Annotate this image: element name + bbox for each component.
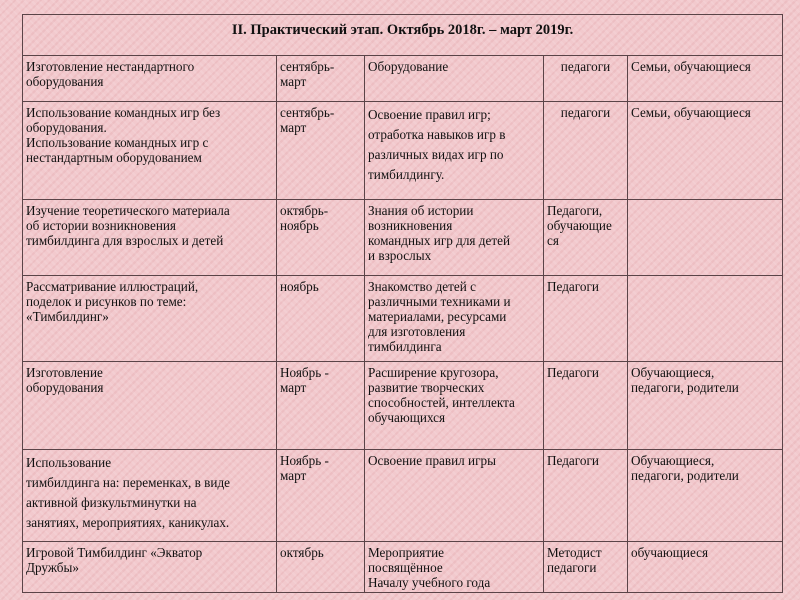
plan-table-container <box>22 14 782 593</box>
result-cell: Мероприятие посвящённое Началу учебного года <box>365 542 544 593</box>
table-title: II. Практический этап. Октябрь 2018г. – март 2019г. <box>23 15 783 56</box>
period-cell: октябрь <box>277 542 365 593</box>
table-row <box>23 450 783 542</box>
activity-cell: Игровой Тимбилдинг «Экватор Дружбы» <box>23 542 277 593</box>
table-row <box>23 102 783 200</box>
table-row <box>23 200 783 276</box>
participants-cell <box>628 276 783 362</box>
participants-cell <box>628 200 783 276</box>
period-cell: октябрь- ноябрь <box>277 200 365 276</box>
result-cell: Освоение правил игр; отработка навыков игр в различных видах игр по тимбилдингу. <box>365 102 544 200</box>
activity-cell: Изготовление нестандартного оборудования <box>23 56 277 102</box>
participants-cell: Семьи, обучающиеся <box>628 102 783 200</box>
responsible-cell: Педагоги <box>544 362 628 450</box>
responsible-cell: Методист педагоги <box>544 542 628 593</box>
participants-cell: Обучающиеся, педагоги, родители <box>628 362 783 450</box>
result-cell: Освоение правил игры <box>365 450 544 542</box>
table-row <box>23 542 783 593</box>
activity-cell: Использование тимбилдинга на: переменках, в виде активной физкультминутки на занятиях, мероприятиях, каникулах. <box>23 450 277 542</box>
period-cell: сентябрь- март <box>277 56 365 102</box>
result-cell: Расширение кругозора, развитие творческих способностей, интеллекта обучающихся <box>365 362 544 450</box>
table-row <box>23 56 783 102</box>
period-cell: Ноябрь - март <box>277 362 365 450</box>
period-cell: сентябрь- март <box>277 102 365 200</box>
activity-cell: Использование командных игр без оборудования. Использование командных игр с нестандартным оборудованием <box>23 102 277 200</box>
participants-cell: Семьи, обучающиеся <box>628 56 783 102</box>
result-cell: Знакомство детей с различными техниками и материалами, ресурсами для изготовления тимбилдинга <box>365 276 544 362</box>
table-row <box>23 362 783 450</box>
responsible-cell: Педагоги <box>544 450 628 542</box>
activity-cell: Рассматривание иллюстраций, поделок и рисунков по теме: «Тимбилдинг» <box>23 276 277 362</box>
responsible-cell: педагоги <box>544 56 628 102</box>
period-cell: ноябрь <box>277 276 365 362</box>
activity-cell: Изучение теоретического материала об истории возникновения тимбилдинга для взрослых и детей <box>23 200 277 276</box>
result-cell: Знания об истории возникновения командных игр для детей и взрослых <box>365 200 544 276</box>
table-row <box>23 276 783 362</box>
plan-table <box>22 14 783 593</box>
table-title-row <box>23 15 783 56</box>
participants-cell: Обучающиеся, педагоги, родители <box>628 450 783 542</box>
activity-cell: Изготовление оборудования <box>23 362 277 450</box>
responsible-cell: Педагоги, обучающие ся <box>544 200 628 276</box>
participants-cell: обучающиеся <box>628 542 783 593</box>
responsible-cell: педагоги <box>544 102 628 200</box>
period-cell: Ноябрь - март <box>277 450 365 542</box>
result-cell: Оборудование <box>365 56 544 102</box>
responsible-cell: Педагоги <box>544 276 628 362</box>
